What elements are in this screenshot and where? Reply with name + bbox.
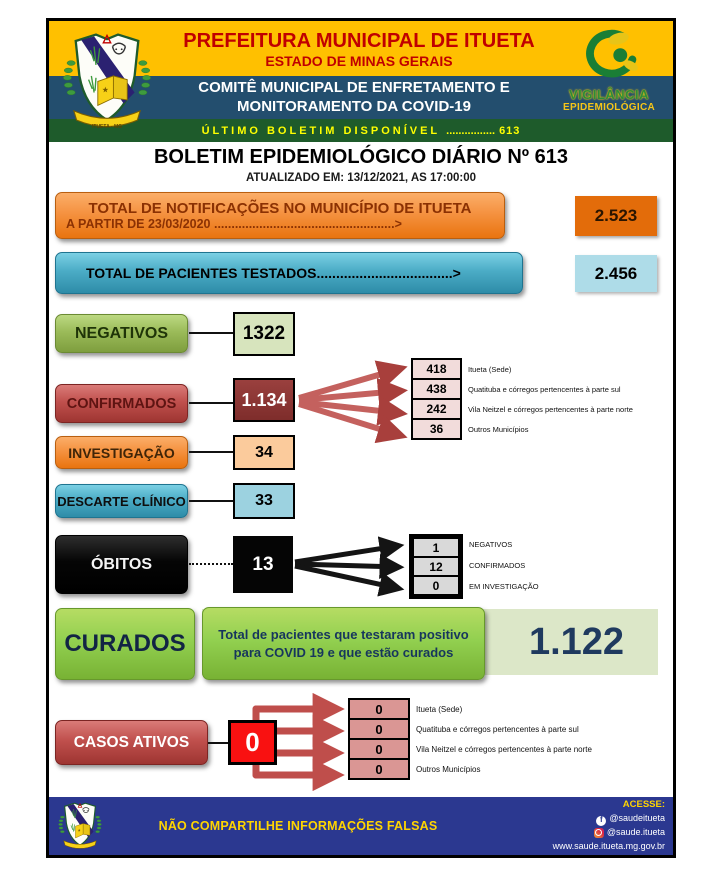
confirmados-connector-line — [189, 402, 233, 404]
breakdown-label: Itueta (Sede) — [468, 364, 512, 374]
epidemiologica-label: EPIDEMIOLÓGICA — [563, 101, 655, 113]
access-label: ACESSE: — [622, 798, 665, 810]
negativos-value: 1322 — [233, 312, 295, 356]
breakdown-label: Quatituba e córregos pertencentes à parte sul — [468, 384, 621, 394]
page-title: BOLETIM EPIDEMIOLÓGICO DIÁRIO Nº 613 — [153, 146, 568, 168]
vigilancia-logo — [549, 24, 669, 140]
tested-value: 2.456 — [575, 255, 657, 292]
curados-value: 1.122 — [528, 620, 625, 663]
crest-icon — [57, 800, 103, 852]
tested-label: TOTAL DE PACIENTES TESTADOS...................................> — [86, 265, 461, 281]
casos-ativos-label: CASOS ATIVOS — [55, 720, 208, 765]
notifications-value: 2.523 — [575, 196, 657, 236]
breakdown-label: Itueta (Sede) — [416, 704, 463, 714]
casos-connector-line — [208, 742, 229, 744]
vigilancia-swirl-icon — [570, 24, 648, 88]
website-url[interactable]: www.saude.itueta.mg.gov.br — [552, 841, 665, 852]
breakdown-value: 36 — [411, 418, 462, 440]
website-line — [493, 840, 665, 854]
breakdown-row — [348, 758, 592, 780]
instagram-handle[interactable]: @saude.itueta — [606, 827, 665, 838]
breakdown-row — [411, 378, 633, 400]
breakdown-value: 12 — [412, 556, 460, 577]
curados-label: CURADOS — [55, 608, 195, 680]
descarte-value: 33 — [233, 483, 295, 519]
header — [49, 21, 673, 142]
negativos-connector-line — [189, 332, 233, 334]
footer-warning-text: NÃO COMPARTILHE INFORMAÇÕES FALSAS — [158, 819, 438, 833]
org-state: ESTADO DE MINAS GERAIS — [265, 53, 453, 69]
breakdown-value: 418 — [411, 358, 462, 380]
breakdown-row — [348, 738, 592, 760]
descarte-clinico-label: DESCARTE CLÍNICO — [55, 484, 188, 518]
confirmados-label: CONFIRMADOS — [55, 384, 188, 423]
breakdown-label: Outros Municípios — [416, 764, 481, 774]
curados-description: Total de pacientes que testaram positivo para COVID 19 e que estão curados — [202, 607, 485, 680]
notifications-total-box — [55, 192, 505, 239]
footer-crest-logo — [57, 800, 103, 852]
committee-line1: COMITÊ MUNICIPAL DE ENFRETAMENTO E — [198, 78, 510, 96]
breakdown-row — [348, 698, 592, 720]
confirmados-value: 1.134 — [233, 378, 295, 422]
last-bulletin-number: 613 — [499, 124, 521, 137]
confirmados-breakdown — [411, 358, 633, 440]
breakdown-value: 438 — [411, 378, 462, 400]
tested-total-box — [55, 252, 523, 294]
bulletin-page — [46, 18, 676, 858]
obitos-label: ÓBITOS — [55, 535, 188, 594]
last-bulletin-dots: ................ — [446, 124, 496, 137]
investigacao-value: 34 — [233, 435, 295, 470]
org-title: PREFEITURA MUNICIPAL DE ITUETA — [183, 30, 535, 52]
instagram-line — [493, 826, 665, 840]
obitos-connector-line — [189, 563, 233, 565]
breakdown-row — [348, 718, 592, 740]
facebook-icon — [596, 816, 606, 826]
breakdown-row — [411, 418, 633, 440]
breakdown-label: CONFIRMADOS — [469, 561, 526, 570]
breakdown-label: Quatituba e córregos pertencentes à parte sul — [416, 724, 579, 734]
investigacao-label: INVESTIGAÇÃO — [55, 436, 188, 469]
crest-icon — [61, 25, 153, 137]
updated-timestamp: ATUALIZADO EM: 13/12/2021, AS 17:00:00 — [245, 172, 477, 184]
last-bulletin-label: ÚLTIMO BOLETIM DISPONÍVEL — [201, 124, 441, 137]
breakdown-value: 242 — [411, 398, 462, 420]
obitos-arrows — [295, 546, 397, 588]
breakdown-value: 1 — [412, 537, 460, 558]
negativos-label: NEGATIVOS — [55, 314, 188, 353]
breakdown-label: EM INVESTIGAÇÃO — [469, 582, 539, 591]
facebook-handle[interactable]: @saudeitueta — [609, 813, 665, 824]
obitos-breakdown — [409, 534, 539, 599]
breakdown-value: 0 — [348, 718, 410, 740]
breakdown-row — [411, 398, 633, 420]
breakdown-value: 0 — [412, 575, 460, 596]
breakdown-label: Vila Neitzel e córregos pertencentes à parte norte — [468, 404, 633, 414]
obitos-value: 13 — [233, 536, 293, 593]
footer — [49, 797, 673, 855]
obitos-breakdown-values — [409, 534, 463, 599]
descarte-connector-line — [189, 500, 233, 502]
breakdown-value: 0 — [348, 698, 410, 720]
breakdown-value: 0 — [348, 738, 410, 760]
casos-ativos-breakdown — [348, 698, 592, 780]
instagram-icon — [594, 828, 604, 838]
breakdown-row — [411, 358, 633, 380]
crest-banner-text: ITUETA - MG — [92, 124, 122, 130]
obitos-breakdown-labels — [463, 534, 539, 599]
breakdown-label: NEGATIVOS — [469, 540, 513, 549]
notifications-label-line1: TOTAL DE NOTIFICAÇÕES NO MUNICÍPIO DE ITUETA — [88, 200, 472, 217]
footer-links — [493, 798, 665, 855]
municipal-crest-logo — [61, 25, 153, 137]
breakdown-label: Vila Neitzel e córregos pertencentes à parte norte — [416, 744, 592, 754]
confirmados-arrows — [299, 369, 399, 435]
breakdown-label: Outros Municípios — [468, 424, 529, 434]
committee-line2: MONITORAMENTO DA COVID-19 — [237, 97, 471, 115]
investigacao-connector-line — [189, 451, 233, 453]
breakdown-value: 0 — [348, 758, 410, 780]
vigilancia-label: VIGILÂNCIA — [568, 87, 650, 102]
notifications-label-line2: A PARTIR DE 23/03/2020 ....................................................> — [66, 217, 402, 231]
casos-ativos-value: 0 — [228, 720, 277, 765]
facebook-line — [493, 812, 665, 826]
main-content — [49, 142, 673, 797]
